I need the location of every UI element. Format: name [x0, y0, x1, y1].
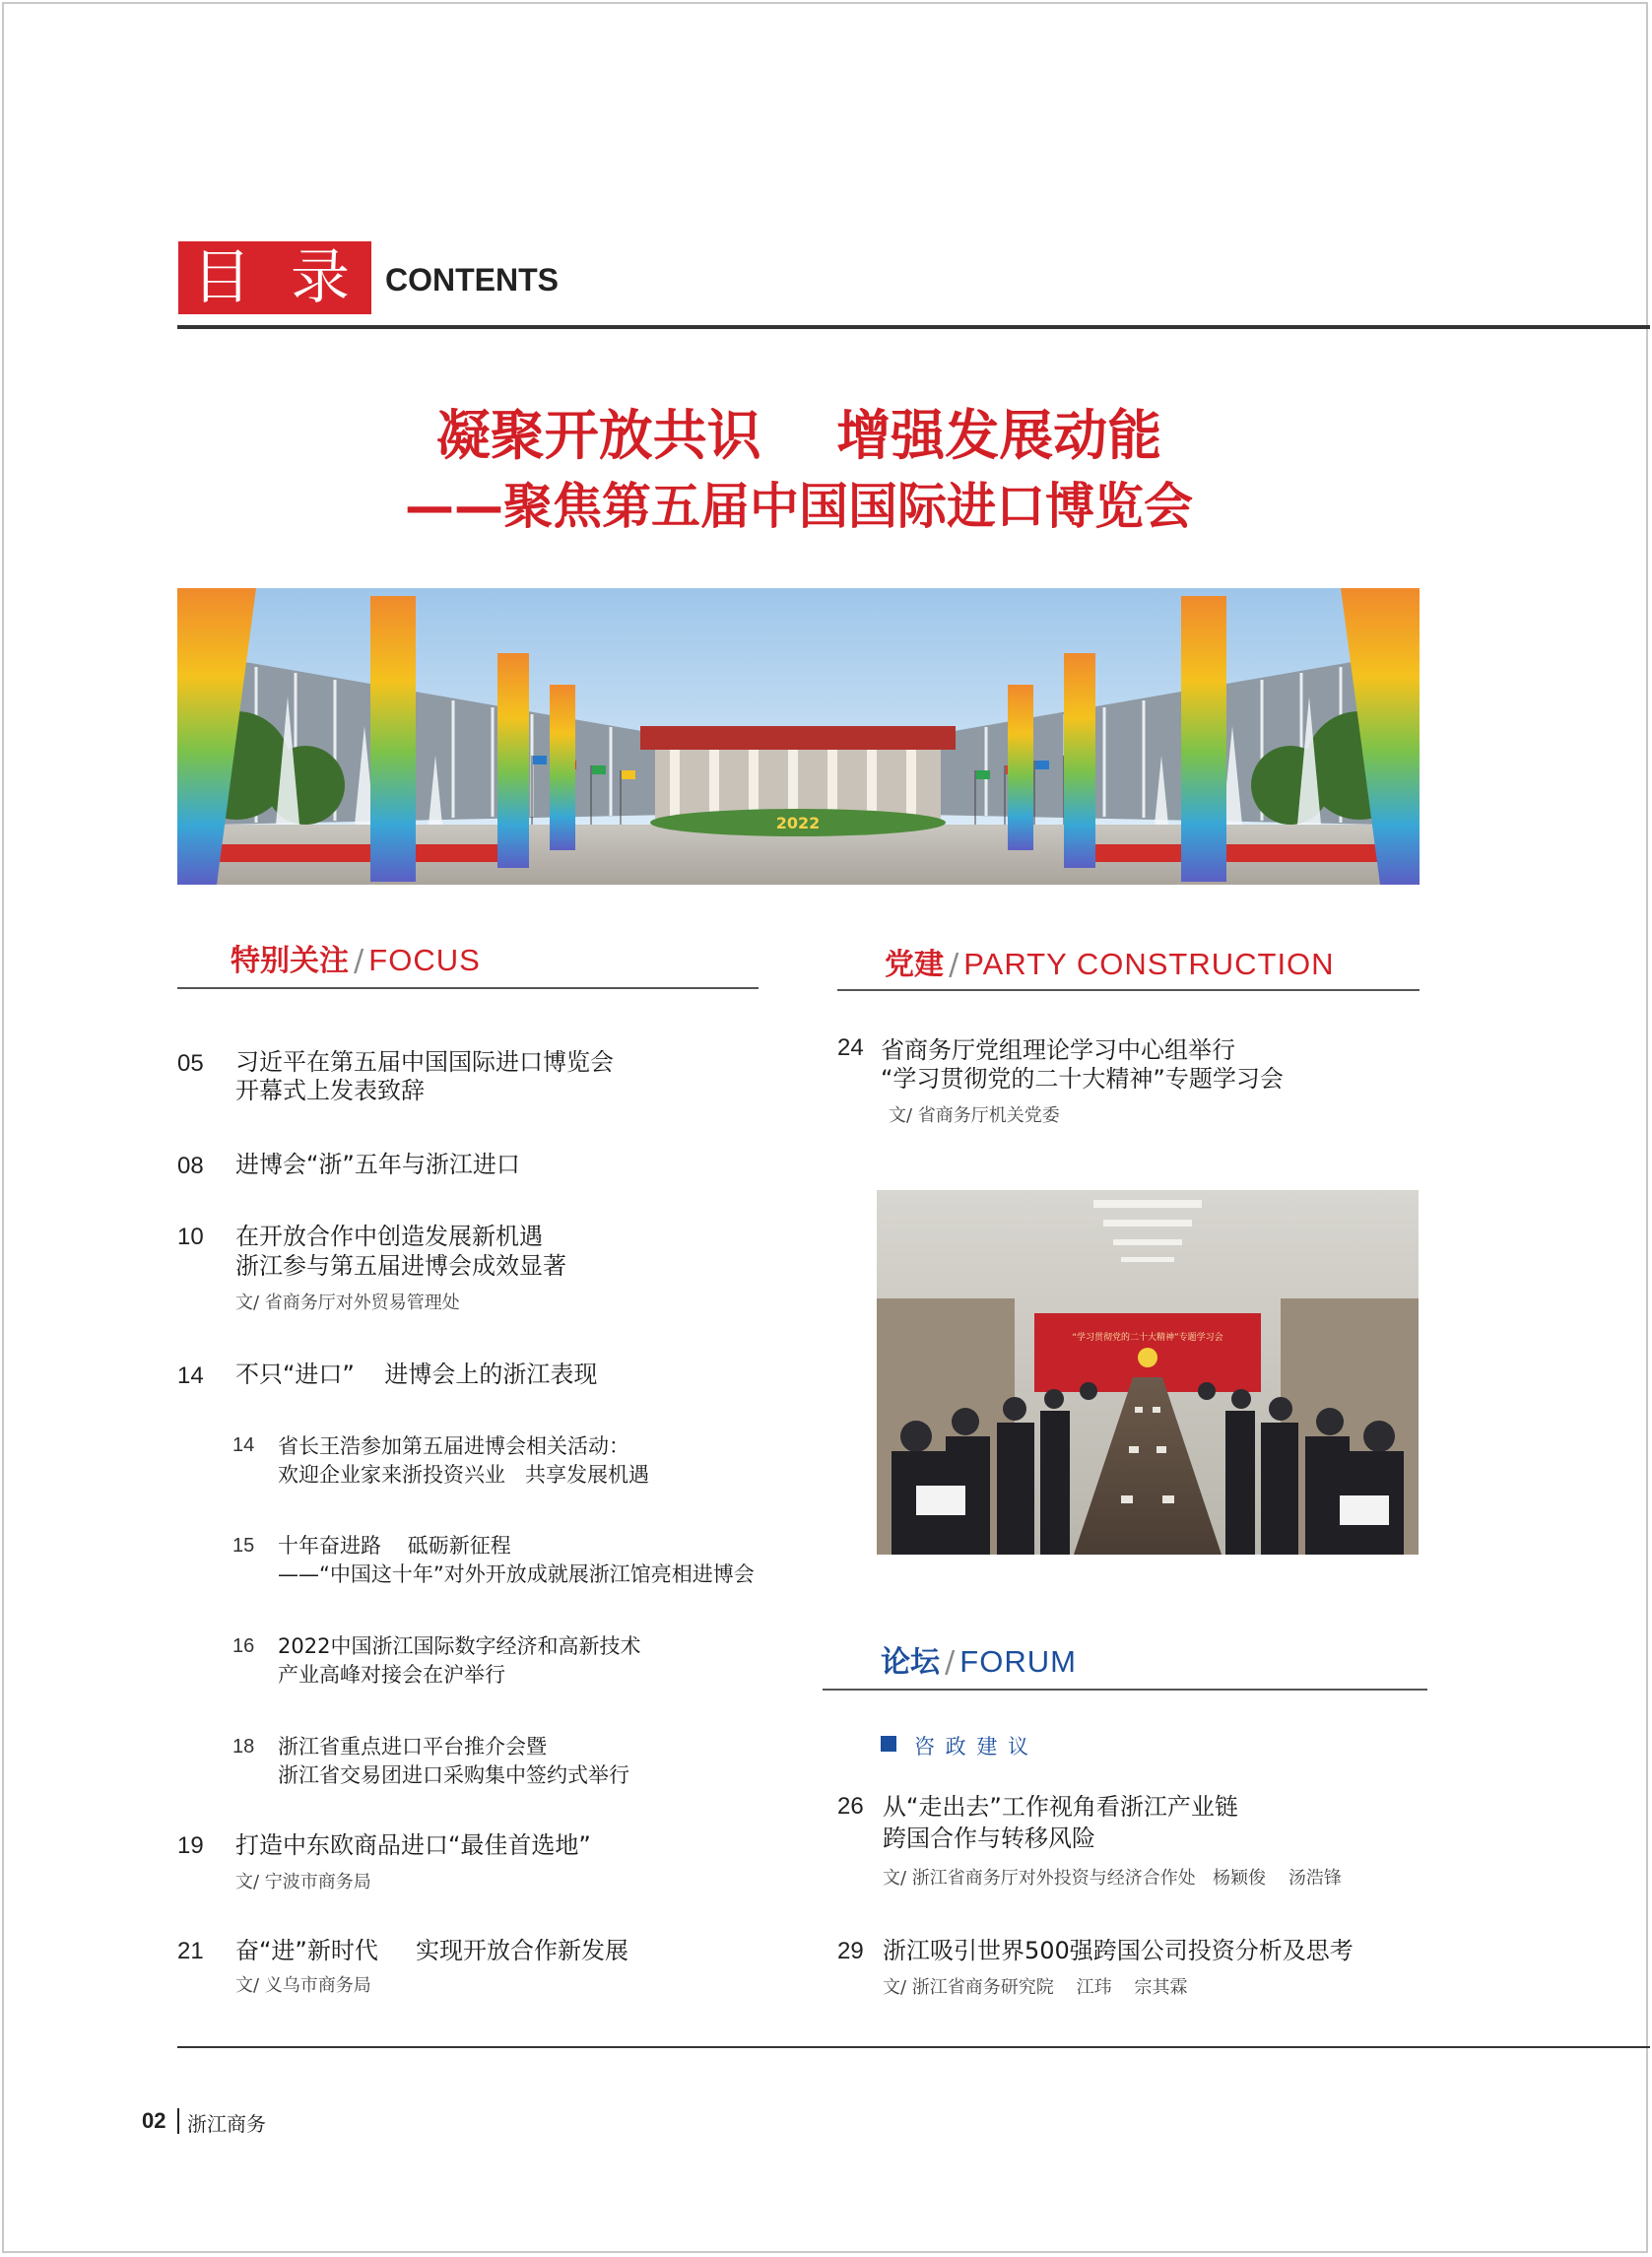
- toc-sub-page-16: 16: [232, 1635, 255, 1657]
- footer-divider: [177, 2108, 179, 2134]
- feature-title: 凝聚开放共识 增强发展动能: [435, 404, 1162, 467]
- focus-title-cn: 特别关注: [231, 944, 349, 978]
- toc-page-10: 10: [177, 1224, 204, 1250]
- toc-sub-page-15: 15: [232, 1535, 255, 1557]
- toc-sub-14-line2[interactable]: 欢迎企业家来浙投资兴业 共享发展机遇: [278, 1463, 650, 1487]
- toc-item-08-line1[interactable]: 进博会“浙”五年与浙江进口: [235, 1151, 520, 1178]
- toc-page-24: 24: [837, 1034, 864, 1061]
- toc-item-10-byline: 文/ 省商务厅对外贸易管理处: [235, 1293, 460, 1313]
- toc-item-26-line2[interactable]: 跨国合作与转移风险: [883, 1825, 1095, 1852]
- footer-rule: [177, 2046, 1650, 2048]
- toc-sub-page-18: 18: [232, 1736, 255, 1758]
- square-bullet-icon: [881, 1736, 896, 1752]
- forum-title-en: FORUM: [959, 1644, 1077, 1679]
- toc-sub-18-line2[interactable]: 浙江省交易团进口采购集中签约式举行: [278, 1763, 629, 1787]
- focus-section-header: [231, 936, 481, 979]
- banner-photo: [177, 588, 1420, 885]
- toc-page-26: 26: [837, 1793, 864, 1820]
- toc-item-05-line1[interactable]: 习近平在第五届中国国际进口博览会: [235, 1048, 614, 1076]
- focus-slash: /: [354, 944, 364, 978]
- banner-sign-2022: 2022: [775, 814, 821, 832]
- photo-banner-text: “学习贯彻党的二十大精神”专题学习会: [1072, 1333, 1223, 1343]
- toc-item-10-line1[interactable]: 在开放合作中创造发展新机遇: [235, 1223, 543, 1250]
- toc-item-05-line2[interactable]: 开幕式上发表致辞: [235, 1077, 425, 1104]
- toc-sub-14-line1[interactable]: 省长王浩参加第五届进博会相关活动：: [278, 1434, 629, 1458]
- toc-sub-15-line1[interactable]: 十年奋进路 砥砺新征程: [278, 1534, 511, 1558]
- focus-title-en: FOCUS: [368, 943, 481, 977]
- forum-title-cn: 论坛: [881, 1645, 940, 1680]
- toc-item-14-line1[interactable]: 不只“进口” 进博会上的浙江表现: [235, 1361, 598, 1388]
- toc-item-19-byline: 文/ 宁波市商务局: [235, 1872, 371, 1892]
- header-rule: [177, 325, 1650, 329]
- toc-item-19-line1[interactable]: 打造中东欧商品进口“最佳首选地”: [235, 1831, 591, 1859]
- mulu-char-1: 目: [192, 243, 251, 312]
- toc-sub-18-line1[interactable]: 浙江省重点进口平台推介会暨: [278, 1735, 547, 1759]
- toc-page-14: 14: [177, 1362, 204, 1389]
- toc-item-24-line2[interactable]: “学习贯彻党的二十大精神”专题学习会: [881, 1065, 1284, 1093]
- toc-item-29-line1[interactable]: 浙江吸引世界500强跨国公司投资分析及思考: [883, 1937, 1354, 1964]
- page-border: [2, 2, 1648, 2253]
- toc-sub-16-line1[interactable]: 2022中国浙江国际数字经济和高新技术: [278, 1634, 641, 1658]
- toc-item-21-byline: 文/ 义乌市商务局: [235, 1975, 371, 1996]
- forum-section-header: [881, 1637, 1077, 1681]
- toc-item-24-line1[interactable]: 省商务厅党组理论学习中心组举行: [881, 1036, 1235, 1064]
- mulu-heading: [178, 241, 371, 314]
- toc-item-26-byline: 文/ 浙江省商务厅对外投资与经济合作处 杨颖俊 汤浩锋: [883, 1868, 1342, 1889]
- meeting-photo: [877, 1190, 1419, 1555]
- toc-item-24-byline: 文/ 省商务厅机关党委: [889, 1105, 1060, 1126]
- toc-item-29-byline: 文/ 浙江省商务研究院 江玮 宗其霖: [883, 1977, 1188, 1998]
- feature-subtitle: ——聚焦第五届中国国际进口博览会: [405, 478, 1193, 535]
- toc-page-08: 08: [177, 1153, 204, 1179]
- toc-sub-15-line2[interactable]: ——“中国这十年”对外开放成就展浙江馆亮相进博会: [278, 1562, 755, 1586]
- toc-item-26-line1[interactable]: 从“走出去”工作视角看浙江产业链: [883, 1793, 1238, 1821]
- party-section-header: [885, 940, 1335, 983]
- toc-page-05: 05: [177, 1050, 204, 1077]
- party-title-en: PARTY CONSTRUCTION: [963, 947, 1335, 981]
- magazine-name: 浙江商务: [187, 2112, 266, 2136]
- toc-sub-page-14: 14: [232, 1434, 255, 1456]
- party-slash: /: [949, 948, 959, 982]
- toc-item-10-line2[interactable]: 浙江参与第五届进博会成效显著: [235, 1252, 566, 1280]
- toc-page-19: 19: [177, 1832, 204, 1859]
- focus-rule: [177, 987, 759, 989]
- forum-subsection: 咨 政 建 议: [914, 1735, 1031, 1759]
- forum-rule: [823, 1689, 1427, 1691]
- party-rule: [837, 989, 1420, 991]
- toc-page-21: 21: [177, 1938, 204, 1964]
- toc-page-29: 29: [837, 1938, 864, 1964]
- page-number: 02: [142, 2108, 166, 2133]
- forum-slash: /: [945, 1645, 956, 1680]
- mulu-char-2: 录: [291, 243, 350, 312]
- toc-sub-16-line2[interactable]: 产业高峰对接会在沪举行: [278, 1663, 505, 1687]
- party-title-cn: 党建: [885, 948, 944, 982]
- contents-label: CONTENTS: [385, 262, 559, 298]
- toc-item-21-line1[interactable]: 奋“进”新时代 实现开放合作新发展: [235, 1937, 629, 1964]
